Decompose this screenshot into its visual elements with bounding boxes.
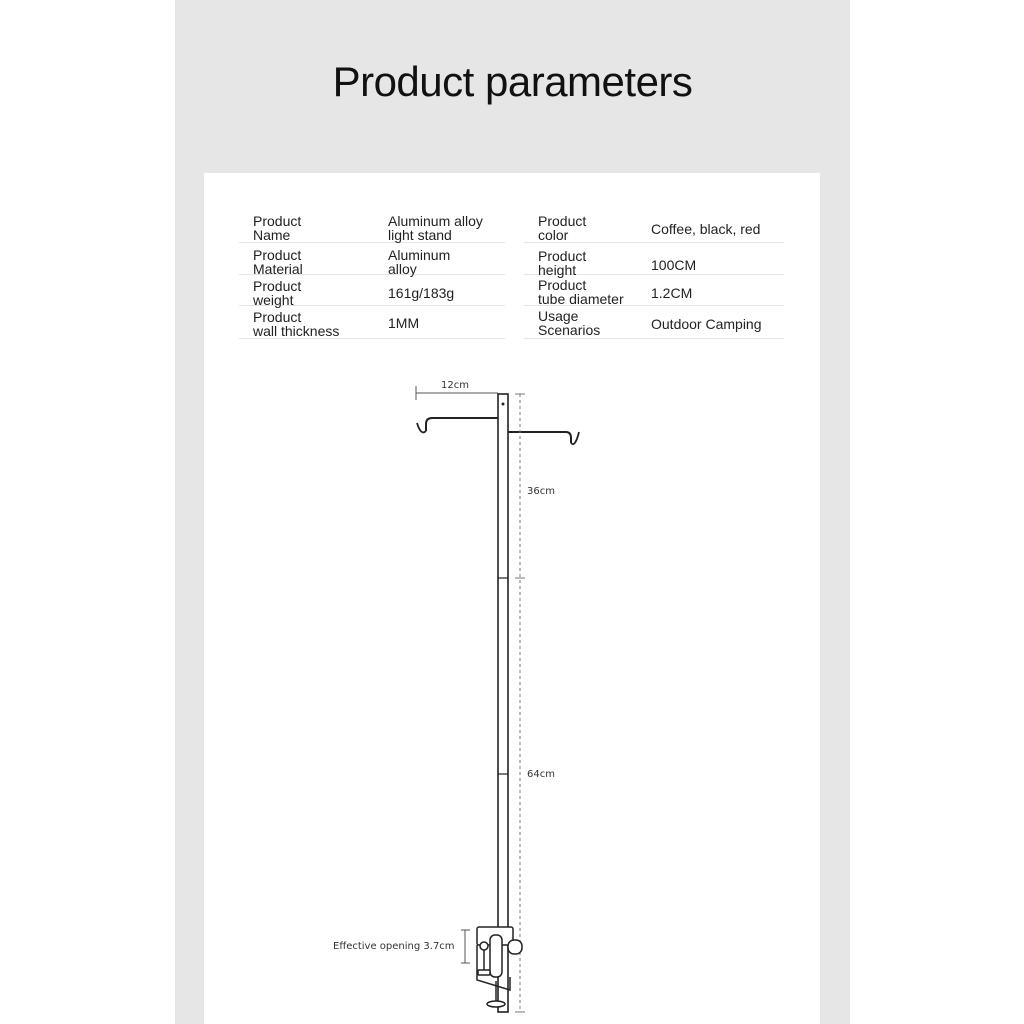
param-value: Outdoor Camping [651,316,762,332]
param-value: 1MM [388,315,420,331]
pole-tube [498,394,508,1012]
arm-width-label: 12cm [441,380,469,391]
param-value: Aluminum alloy light stand [388,213,483,243]
param-label: Product color [538,213,587,243]
param-label: Product wall thickness [253,309,340,339]
clamp-opening-label: Effective opening 3.7cm [333,941,455,952]
param-value: 100CM [651,257,697,273]
param-label: Product height [538,248,587,278]
param-label: Product tube diameter [538,277,624,307]
arm-width-dimension [416,380,498,400]
param-value: Aluminum alloy [388,247,451,277]
top-section-label: 36cm [527,486,555,497]
bottom-section-label: 64cm [527,769,555,780]
param-value: Coffee, black, red [651,221,761,237]
param-label: Usage Scenarios [538,308,601,338]
page-title: Product parameters [332,58,693,105]
param-value: 1.2CM [651,285,693,301]
param-label: Product weight [253,278,302,308]
param-label: Product Name [253,213,302,243]
param-value: 161g/183g [388,285,455,301]
param-label: Product Material [253,247,303,277]
